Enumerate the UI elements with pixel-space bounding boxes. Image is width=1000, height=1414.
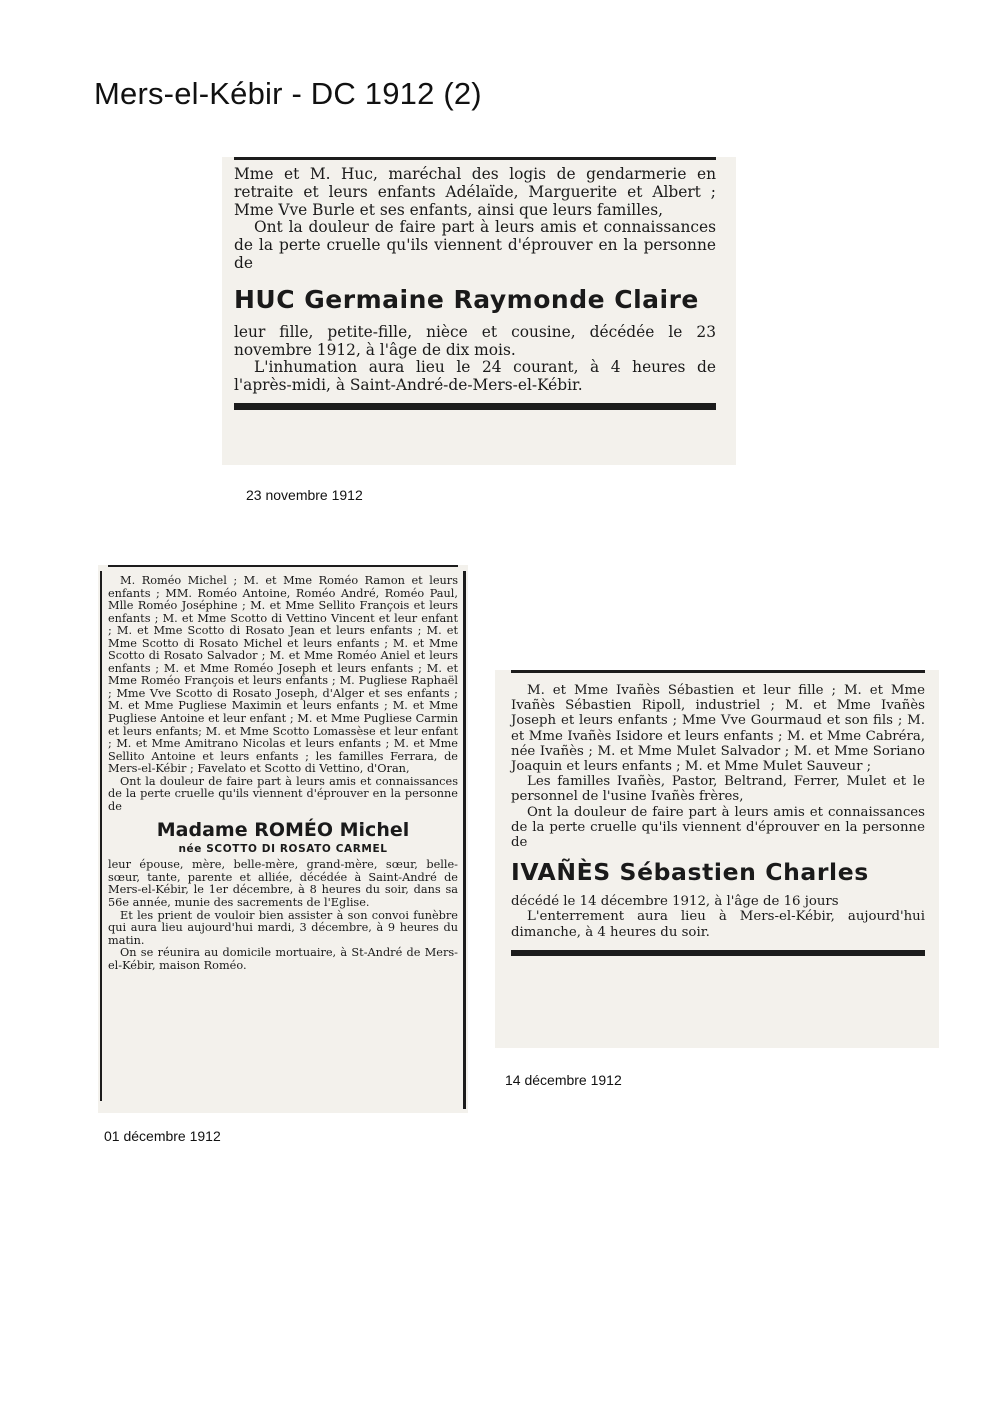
notice-ceremony: L'inhumation aura lieu le 24 courant, à 4 heures de l'après-midi, à Saint-André-de-Mers-el-Kébir. — [234, 358, 716, 395]
notice-details: leur épouse, mère, belle-mère, grand-mère, sœur, belle-sœur, tante, parente et alliée, décédée à Saint-André de Mers-el-Kébir, le 1er décembre, à 8 heures du soir, dans sa 56e année, munie des sacrements de l'Eglise. — [108, 858, 458, 910]
notice-top-rule — [108, 565, 458, 567]
notice-intro: M. et Mme Ivañès Sébastien et leur fille ; M. et Mme Ivañès Sébastien Ripoll, industriel ; M. et Mme Ivañès Joseph et leurs enfants ; Mme Vve Gourmaud et son fils ; M. et Mme Ivañès Isidore et leurs enfants ; M. et Mme Cabréra, née Ivañès ; M. et Mme Mulet Salvador ; M. et Mme Soriano Joaquin et leurs enfants ; M. et Mme Mulet Sauveur ; — [511, 683, 925, 775]
notice-left-rule — [100, 571, 102, 1101]
page-title: Mers-el-Kébir - DC 1912 (2) — [94, 76, 482, 111]
death-notice-ivanes — [495, 670, 939, 1048]
deceased-name: HUC Germaine Raymonde Claire — [234, 284, 699, 314]
notice-date-caption: 01 décembre 1912 — [104, 1128, 221, 1144]
notice-bottom-rule — [511, 950, 925, 956]
notice-ceremony: L'enterrement aura lieu à Mers-el-Kébir, aujourd'hui dimanche, à 4 heures du soir. — [511, 909, 925, 940]
notice-announce: Ont la douleur de faire part à leurs amis et connaissances de la perte cruelle qu'ils viennent d'éprouver en la personne de — [511, 804, 925, 851]
notice-announce: Ont la douleur de faire part à leurs amis et connaissances de la perte cruelle qu'ils viennent d'éprouver en la personne de — [108, 774, 458, 813]
notice-intro: M. Roméo Michel ; M. et Mme Roméo Ramon et leurs enfants ; MM. Roméo Antoine, Roméo André, Roméo Paul, Mlle Roméo Joséphine ; M. et Mme Sellito François et leurs enfants ; M. et Mme Scotto di Vettino Vincent et leur enfant ; M. et Mme Scotto di Rosato Jean et leurs enfants ; M. et Mme Scotto di Rosato Michel et leurs enfants ; M. et Mme Scotto di Rosato Salvador ; M. et Mme Roméo Aniel et leurs enfants ; M. et Mme Roméo Joseph et leurs enfants ; M. et Mme Roméo François et leurs enfants ; M. Pugliese Raphaël ; Mme Vve Scotto di Rosato Joseph, d'Alger et ses enfants ; M. et Mme Pugliese Maximin et leurs enfants ; M. et Mme Pugliese Antoine et leur enfant ; M. et Mme Pugliese Carmin et leurs enfants; M. et Mme Scotto Lomassèse et leur enfant ; M. et Mme Amitrano Nicolas et leurs enfants ; M. et Mme Sellito Antoine et leurs enfants ; les familles Ferrara, de Mers-el-Kébir ; Favelato et Scotto di Vettino, d'Oran, — [108, 574, 458, 776]
death-notice-huc — [222, 157, 736, 465]
notice-intro: Mme et M. Huc, maréchal des logis de gendarmerie en retraite et leurs enfants Adélaïde, Marguerite et Albert ; Mme Vve Burle et ses enfants, ainsi que leurs familles, — [234, 165, 716, 219]
notice-announce: Ont la douleur de faire part à leurs amis et connaissances de la perte cruelle qu'ils viennent d'éprouver en la personne de — [234, 218, 716, 272]
notice-ceremony: Et les prient de vouloir bien assister à son convoi funèbre qui aura lieu aujourd'hui mardi, 3 décembre, à 9 heures du matin. — [108, 908, 458, 947]
notice-top-rule — [234, 157, 716, 160]
notice-meeting: On se réunira au domicile mortuaire, à St-André de Mers-el-Kébir, maison Roméo. — [108, 946, 458, 972]
notice-top-rule — [511, 670, 925, 673]
notice-families: Les familles Ivañès, Pastor, Beltrand, Ferrer, Mulet et le personnel de l'usine Ivañès frères, — [511, 774, 925, 805]
notice-bottom-rule — [234, 403, 716, 410]
death-notice-romeo — [98, 565, 468, 1113]
notice-details: décédé le 14 décembre 1912, à l'âge de 16 jours — [511, 894, 839, 910]
notice-date-caption: 14 décembre 1912 — [505, 1072, 622, 1088]
notice-details: leur fille, petite-fille, nièce et cousine, décédée le 23 novembre 1912, à l'âge de dix mois. — [234, 322, 716, 359]
notice-right-rule — [463, 571, 466, 1109]
deceased-name: Madame ROMÉO Michel — [156, 819, 410, 842]
deceased-name: IVAÑÈS Sébastien Charles — [511, 858, 869, 887]
deceased-maiden-name: née SCOTTO DI ROSATO CARMEL — [178, 843, 388, 856]
notice-date-caption: 23 novembre 1912 — [246, 487, 363, 503]
